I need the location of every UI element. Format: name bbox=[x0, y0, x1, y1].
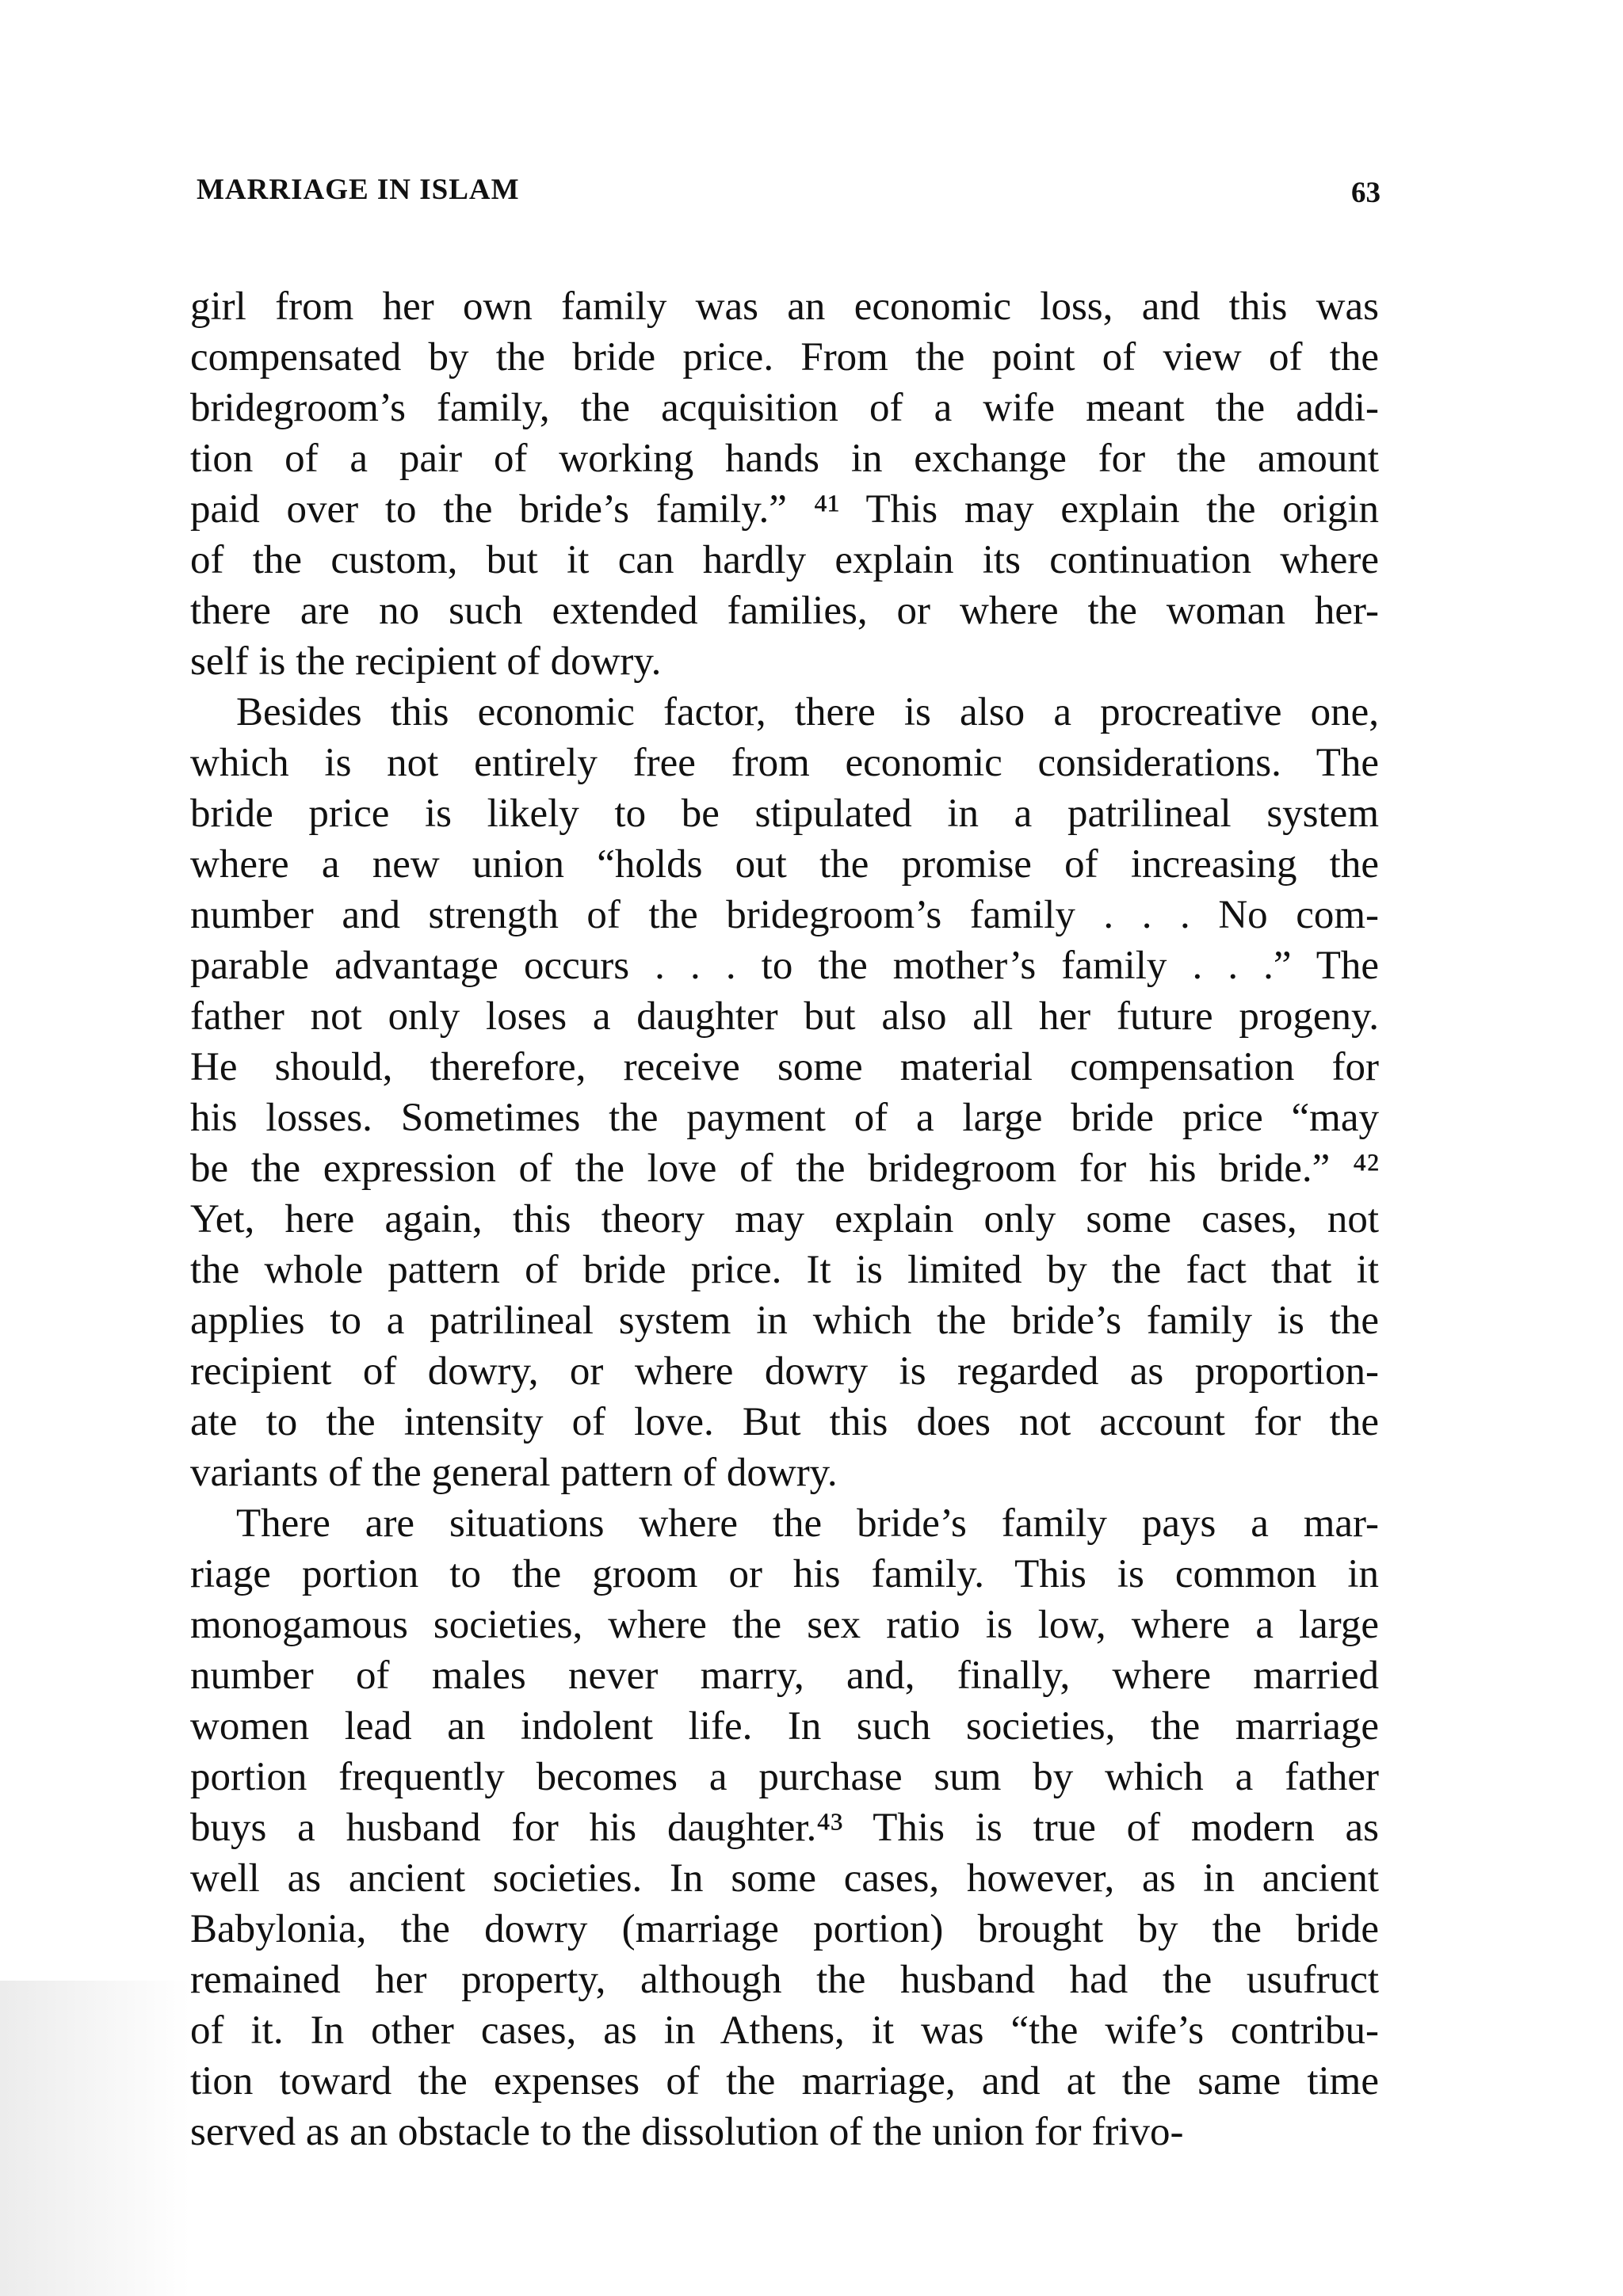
text-line: Babylonia, the dowry (marriage portion) brought by the bride bbox=[190, 1907, 1379, 1951]
text-line: tion of a pair of working hands in exchange for the amount bbox=[190, 437, 1379, 481]
text-line: the whole pattern of bride price. It is limited by the fact that it bbox=[190, 1248, 1379, 1292]
text-line: bridegroom’s family, the acquisition of a wife meant the addi- bbox=[190, 386, 1379, 430]
text-line: girl from her own family was an economic loss, and this was bbox=[190, 284, 1379, 329]
text-line: where a new union “holds out the promise of increasing the bbox=[190, 842, 1379, 887]
text-line: well as ancient societies. In some cases, however, as in ancient bbox=[190, 1856, 1379, 1901]
text-line: served as an obstacle to the dissolution of the union for frivo- bbox=[190, 2110, 1184, 2154]
text-line: be the expression of the love of the bridegroom for his bride.” ⁴² bbox=[190, 1146, 1379, 1191]
text-line: He should, therefore, receive some material compensation for bbox=[190, 1045, 1379, 1089]
paragraph bbox=[190, 281, 1379, 687]
text-line: of it. In other cases, as in Athens, it was “the wife’s contribu- bbox=[190, 2008, 1379, 2053]
text-line: riage portion to the groom or his family. This is common in bbox=[190, 1552, 1379, 1596]
text-line: ate to the intensity of love. But this does not account for the bbox=[190, 1400, 1379, 1444]
text-line: There are situations where the bride’s family pays a mar- bbox=[236, 1501, 1379, 1546]
text-line: compensated by the bride price. From the point of view of the bbox=[190, 335, 1379, 379]
text-line: remained her property, although the husband had the usufruct bbox=[190, 1958, 1379, 2002]
text-line: Yet, here again, this theory may explain only some cases, not bbox=[190, 1197, 1379, 1241]
text-line: bride price is likely to be stipulated in a patrilineal system bbox=[190, 791, 1379, 836]
body-text bbox=[190, 281, 1379, 2157]
running-head: MARRIAGE IN ISLAM bbox=[197, 174, 520, 206]
text-line: Besides this economic factor, there is also a procreative one, bbox=[236, 690, 1379, 734]
text-line: variants of the general pattern of dowry. bbox=[190, 1451, 838, 1495]
text-line: buys a husband for his daughter.⁴³ This is true of modern as bbox=[190, 1806, 1379, 1850]
text-line: number of males never marry, and, finally, where married bbox=[190, 1653, 1379, 1698]
text-line: his losses. Sometimes the payment of a large bride price “may bbox=[190, 1096, 1379, 1140]
text-line: which is not entirely free from economic considerations. The bbox=[190, 741, 1379, 785]
text-line: women lead an indolent life. In such societies, the marriage bbox=[190, 1704, 1379, 1749]
text-line: portion frequently becomes a purchase sum by which a father bbox=[190, 1755, 1379, 1799]
text-line: tion toward the expenses of the marriage, and at the same time bbox=[190, 2059, 1379, 2103]
text-line: recipient of dowry, or where dowry is regarded as proportion- bbox=[190, 1349, 1379, 1394]
page-number: 63 bbox=[1351, 177, 1381, 209]
text-line: self is the recipient of dowry. bbox=[190, 639, 662, 684]
paragraph bbox=[190, 1498, 1379, 2157]
text-line: father not only loses a daughter but also all her future progeny. bbox=[190, 994, 1379, 1039]
text-line: monogamous societies, where the sex ratio is low, where a large bbox=[190, 1603, 1379, 1647]
text-line: paid over to the bride’s family.” ⁴¹ This may explain the origin bbox=[190, 487, 1379, 532]
page-edge-shadow bbox=[0, 1981, 190, 2296]
paragraph bbox=[190, 687, 1379, 1498]
text-line: number and strength of the bridegroom’s family . . . No com- bbox=[190, 893, 1379, 937]
text-line: of the custom, but it can hardly explain its continuation where bbox=[190, 538, 1379, 582]
text-line: parable advantage occurs . . . to the mother’s family . . .” The bbox=[190, 944, 1379, 988]
text-line: there are no such extended families, or where the woman her- bbox=[190, 589, 1379, 633]
text-line: applies to a patrilineal system in which the bride’s family is the bbox=[190, 1299, 1379, 1343]
